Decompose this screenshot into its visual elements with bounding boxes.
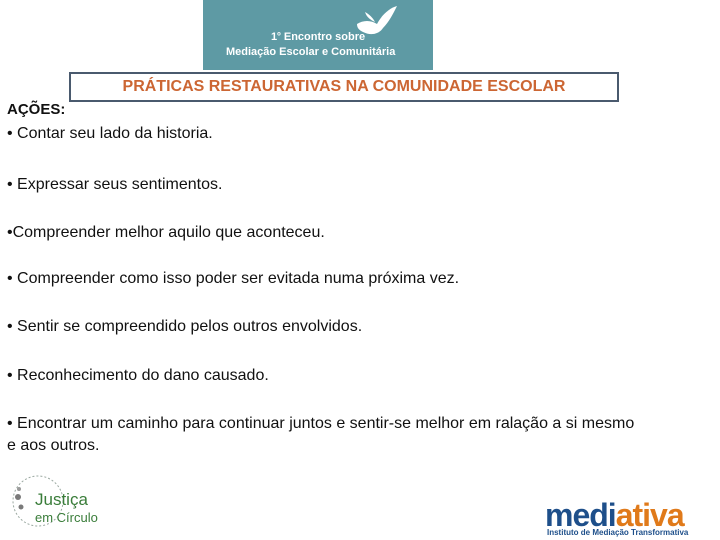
- list-item: • Encontrar um caminho para continuar juntos e sentir-se melhor em ralação a si mesmo e aos outros.: [7, 415, 635, 454]
- justica-logo-text: Justiça em Círculo: [35, 490, 98, 525]
- mediativa-wordmark: mediativa: [545, 497, 684, 533]
- list-item: • Expressar seus sentimentos.: [7, 176, 223, 193]
- list-item: • Sentir se compreendido pelos outros envolvidos.: [7, 318, 363, 335]
- event-banner: [203, 0, 433, 70]
- list-item: • Contar seu lado da historia.: [7, 125, 213, 142]
- list-item: • Reconhecimento do dano causado.: [7, 367, 269, 384]
- justica-em-circulo-logo: [10, 473, 130, 533]
- page-title: PRÁTICAS RESTAURATIVAS NA COMUNIDADE ESCOLAR: [122, 78, 566, 95]
- section-label: AÇÕES:: [7, 101, 66, 118]
- event-title-line1: 1$^o$ Encontro sobre: [271, 31, 366, 43]
- mediativa-subtitle: Instituto de Mediação Transformativa: [547, 528, 689, 537]
- list-item: •Compreender melhor aquilo que aconteceu.: [7, 224, 325, 241]
- list-item: • Compreender como isso poder ser evitada numa próxima vez.: [7, 270, 460, 287]
- event-title-line2: Mediação Escolar e Comunitária: [226, 46, 396, 58]
- title-box: [69, 72, 619, 102]
- mediativa-logo: [545, 498, 710, 538]
